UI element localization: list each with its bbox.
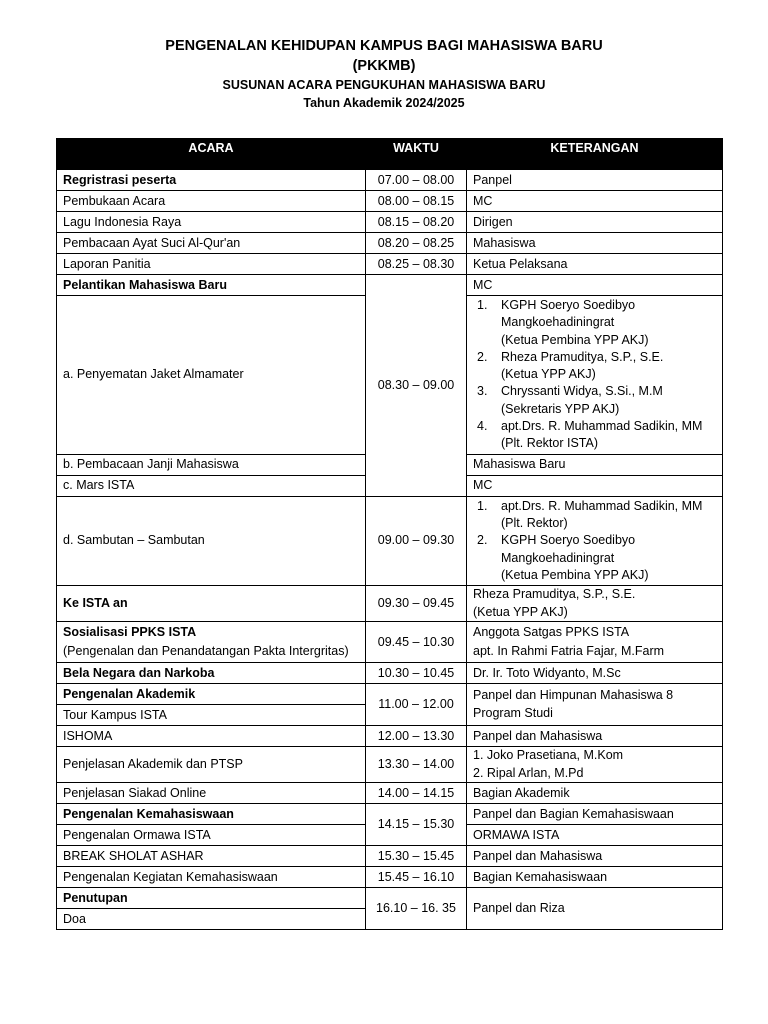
cell-waktu: 08.25 – 08.30	[366, 254, 467, 275]
cell-acara: a. Penyematan Jaket Almamater	[57, 296, 366, 455]
list-item: 2. KGPH Soeryo Soedibyo Mangkoehadiningrat (Ketua Pembina YPP AKJ)	[477, 533, 649, 582]
table-row	[57, 804, 723, 825]
cell-acara: Sosialisasi PPKS ISTA (Pengenalan dan Penandatangan Pakta Intergritas)	[57, 622, 366, 663]
cell-waktu: 09.30 – 09.45	[366, 586, 467, 622]
list-item: 1. KGPH Soeryo Soedibyo Mangkoehadiningrat (Ketua Pembina YPP AKJ)	[477, 298, 649, 347]
doc-heading: SUSUNAN ACARA PENGUKUHAN MAHASISWA BARU	[222, 78, 546, 92]
cell-acara: Bela Negara dan Narkoba	[57, 663, 366, 684]
cell-acara: BREAK SHOLAT ASHAR	[57, 846, 366, 867]
table-row	[57, 275, 723, 296]
cell-keterangan: Bagian Akademik	[467, 783, 723, 804]
cell-keterangan: Bagian Kemahasiswaan	[467, 867, 723, 888]
cell-keterangan: Anggota Satgas PPKS ISTA apt. In Rahmi Fatria Fajar, M.Farm	[467, 622, 723, 663]
cell-waktu: 08.20 – 08.25	[366, 233, 467, 254]
cell-acara: ISHOMA	[57, 726, 366, 747]
cell-keterangan: Mahasiswa Baru	[467, 454, 723, 475]
cell-waktu: 13.30 – 14.00	[366, 747, 467, 783]
doc-title: PENGENALAN KEHIDUPAN KAMPUS BAGI MAHASISWA BARU	[165, 38, 603, 54]
cell-acara: Pengenalan Ormawa ISTA	[57, 825, 366, 846]
cell-waktu: 14.00 – 14.15	[366, 783, 467, 804]
cell-waktu: 15.30 – 15.45	[366, 846, 467, 867]
cell-acara: Ke ISTA an	[57, 586, 366, 622]
col-header-acara: ACARA	[57, 139, 366, 170]
cell-waktu: 15.45 – 16.10	[366, 867, 467, 888]
cell-acara: Doa	[57, 909, 366, 930]
table-row	[57, 726, 723, 747]
cell-keterangan: Panpel dan Mahasiswa	[467, 726, 723, 747]
cell-acara: Pembacaan Ayat Suci Al-Qur'an	[57, 233, 366, 254]
cell-acara: d. Sambutan – Sambutan	[57, 496, 366, 585]
table-row	[57, 747, 723, 783]
cell-keterangan: MC	[467, 275, 723, 296]
cell-acara: Regristrasi peserta	[57, 170, 366, 191]
cell-keterangan: Panpel dan Mahasiswa	[467, 846, 723, 867]
list-item: 1. apt.Drs. R. Muhammad Sadikin, MM (Plt. Rektor)	[477, 498, 703, 530]
cell-keterangan-list	[467, 496, 723, 585]
cell-keterangan: ORMAWA ISTA	[467, 825, 723, 846]
table-row	[57, 191, 723, 212]
cell-waktu: 10.30 – 10.45	[366, 663, 467, 684]
list-item: 2. Rheza Pramuditya, S.P., S.E. (Ketua YPP AKJ)	[477, 349, 664, 382]
cell-keterangan: Panpel	[467, 170, 723, 191]
table-row	[57, 496, 723, 585]
cell-waktu: 16.10 – 16. 35	[366, 888, 467, 930]
cell-keterangan: 1. Joko Prasetiana, M.Kom 2. Ripal Arlan, M.Pd	[467, 747, 723, 783]
pengurus-list	[473, 297, 716, 453]
sambutan-list	[473, 498, 716, 584]
cell-acara: Penjelasan Akademik dan PTSP	[57, 747, 366, 783]
table-row	[57, 684, 723, 705]
list-item: 3. Chryssanti Widya, S.Si., M.M (Sekretaris YPP AKJ)	[477, 384, 663, 416]
cell-keterangan: Panpel dan Bagian Kemahasiswaan	[467, 804, 723, 825]
cell-acara: Laporan Panitia	[57, 254, 366, 275]
table-row	[57, 846, 723, 867]
table-header-row	[57, 139, 723, 170]
cell-keterangan: Panpel dan Himpunan Mahasiswa 8 Program Studi	[467, 684, 723, 726]
cell-waktu: 08.00 – 08.15	[366, 191, 467, 212]
cell-acara: Penjelasan Siakad Online	[57, 783, 366, 804]
table-row	[57, 254, 723, 275]
cell-waktu: 12.00 – 13.30	[366, 726, 467, 747]
cell-waktu: 09.00 – 09.30	[366, 496, 467, 585]
cell-acara: Pelantikan Mahasiswa Baru	[57, 275, 366, 296]
cell-keterangan-list	[467, 296, 723, 455]
cell-acara: b. Pembacaan Janji Mahasiswa	[57, 454, 366, 475]
cell-keterangan: Panpel dan Riza	[467, 888, 723, 930]
table-row	[57, 867, 723, 888]
cell-keterangan: MC	[467, 191, 723, 212]
cell-waktu: 11.00 – 12.00	[366, 684, 467, 726]
cell-waktu: 07.00 – 08.00	[366, 170, 467, 191]
table-row	[57, 212, 723, 233]
cell-waktu: 08.15 – 08.20	[366, 212, 467, 233]
col-header-waktu: WAKTU	[366, 139, 467, 170]
doc-academic-year: Tahun Akademik 2024/2025	[303, 96, 465, 110]
table-row	[57, 233, 723, 254]
table-row	[57, 663, 723, 684]
cell-keterangan: Ketua Pelaksana	[467, 254, 723, 275]
cell-acara: Pengenalan Akademik	[57, 684, 366, 705]
cell-waktu: 08.30 – 09.00	[366, 275, 467, 497]
cell-acara: Pengenalan Kegiatan Kemahasiswaan	[57, 867, 366, 888]
cell-keterangan: Dirigen	[467, 212, 723, 233]
doc-subtitle: (PKKMB)	[352, 58, 416, 74]
cell-keterangan: MC	[467, 475, 723, 496]
cell-acara: Tour Kampus ISTA	[57, 705, 366, 726]
cell-waktu: 09.45 – 10.30	[366, 622, 467, 663]
table-row	[57, 170, 723, 191]
cell-waktu: 14.15 – 15.30	[366, 804, 467, 846]
table-row	[57, 586, 723, 622]
cell-acara: c. Mars ISTA	[57, 475, 366, 496]
table-row	[57, 622, 723, 663]
cell-acara: Pembukaan Acara	[57, 191, 366, 212]
cell-keterangan: Dr. Ir. Toto Widyanto, M.Sc	[467, 663, 723, 684]
col-header-keterangan: KETERANGAN	[467, 139, 723, 170]
cell-keterangan: Mahasiswa	[467, 233, 723, 254]
cell-acara: Penutupan	[57, 888, 366, 909]
schedule-table	[56, 138, 723, 930]
list-item: 4. apt.Drs. R. Muhammad Sadikin, MM (Plt. Rektor ISTA)	[477, 419, 703, 451]
document-header	[0, 36, 768, 112]
table-row	[57, 783, 723, 804]
table-row	[57, 888, 723, 909]
cell-keterangan: Rheza Pramuditya, S.P., S.E. (Ketua YPP AKJ)	[467, 586, 723, 622]
cell-acara: Pengenalan Kemahasiswaan	[57, 804, 366, 825]
cell-acara: Lagu Indonesia Raya	[57, 212, 366, 233]
